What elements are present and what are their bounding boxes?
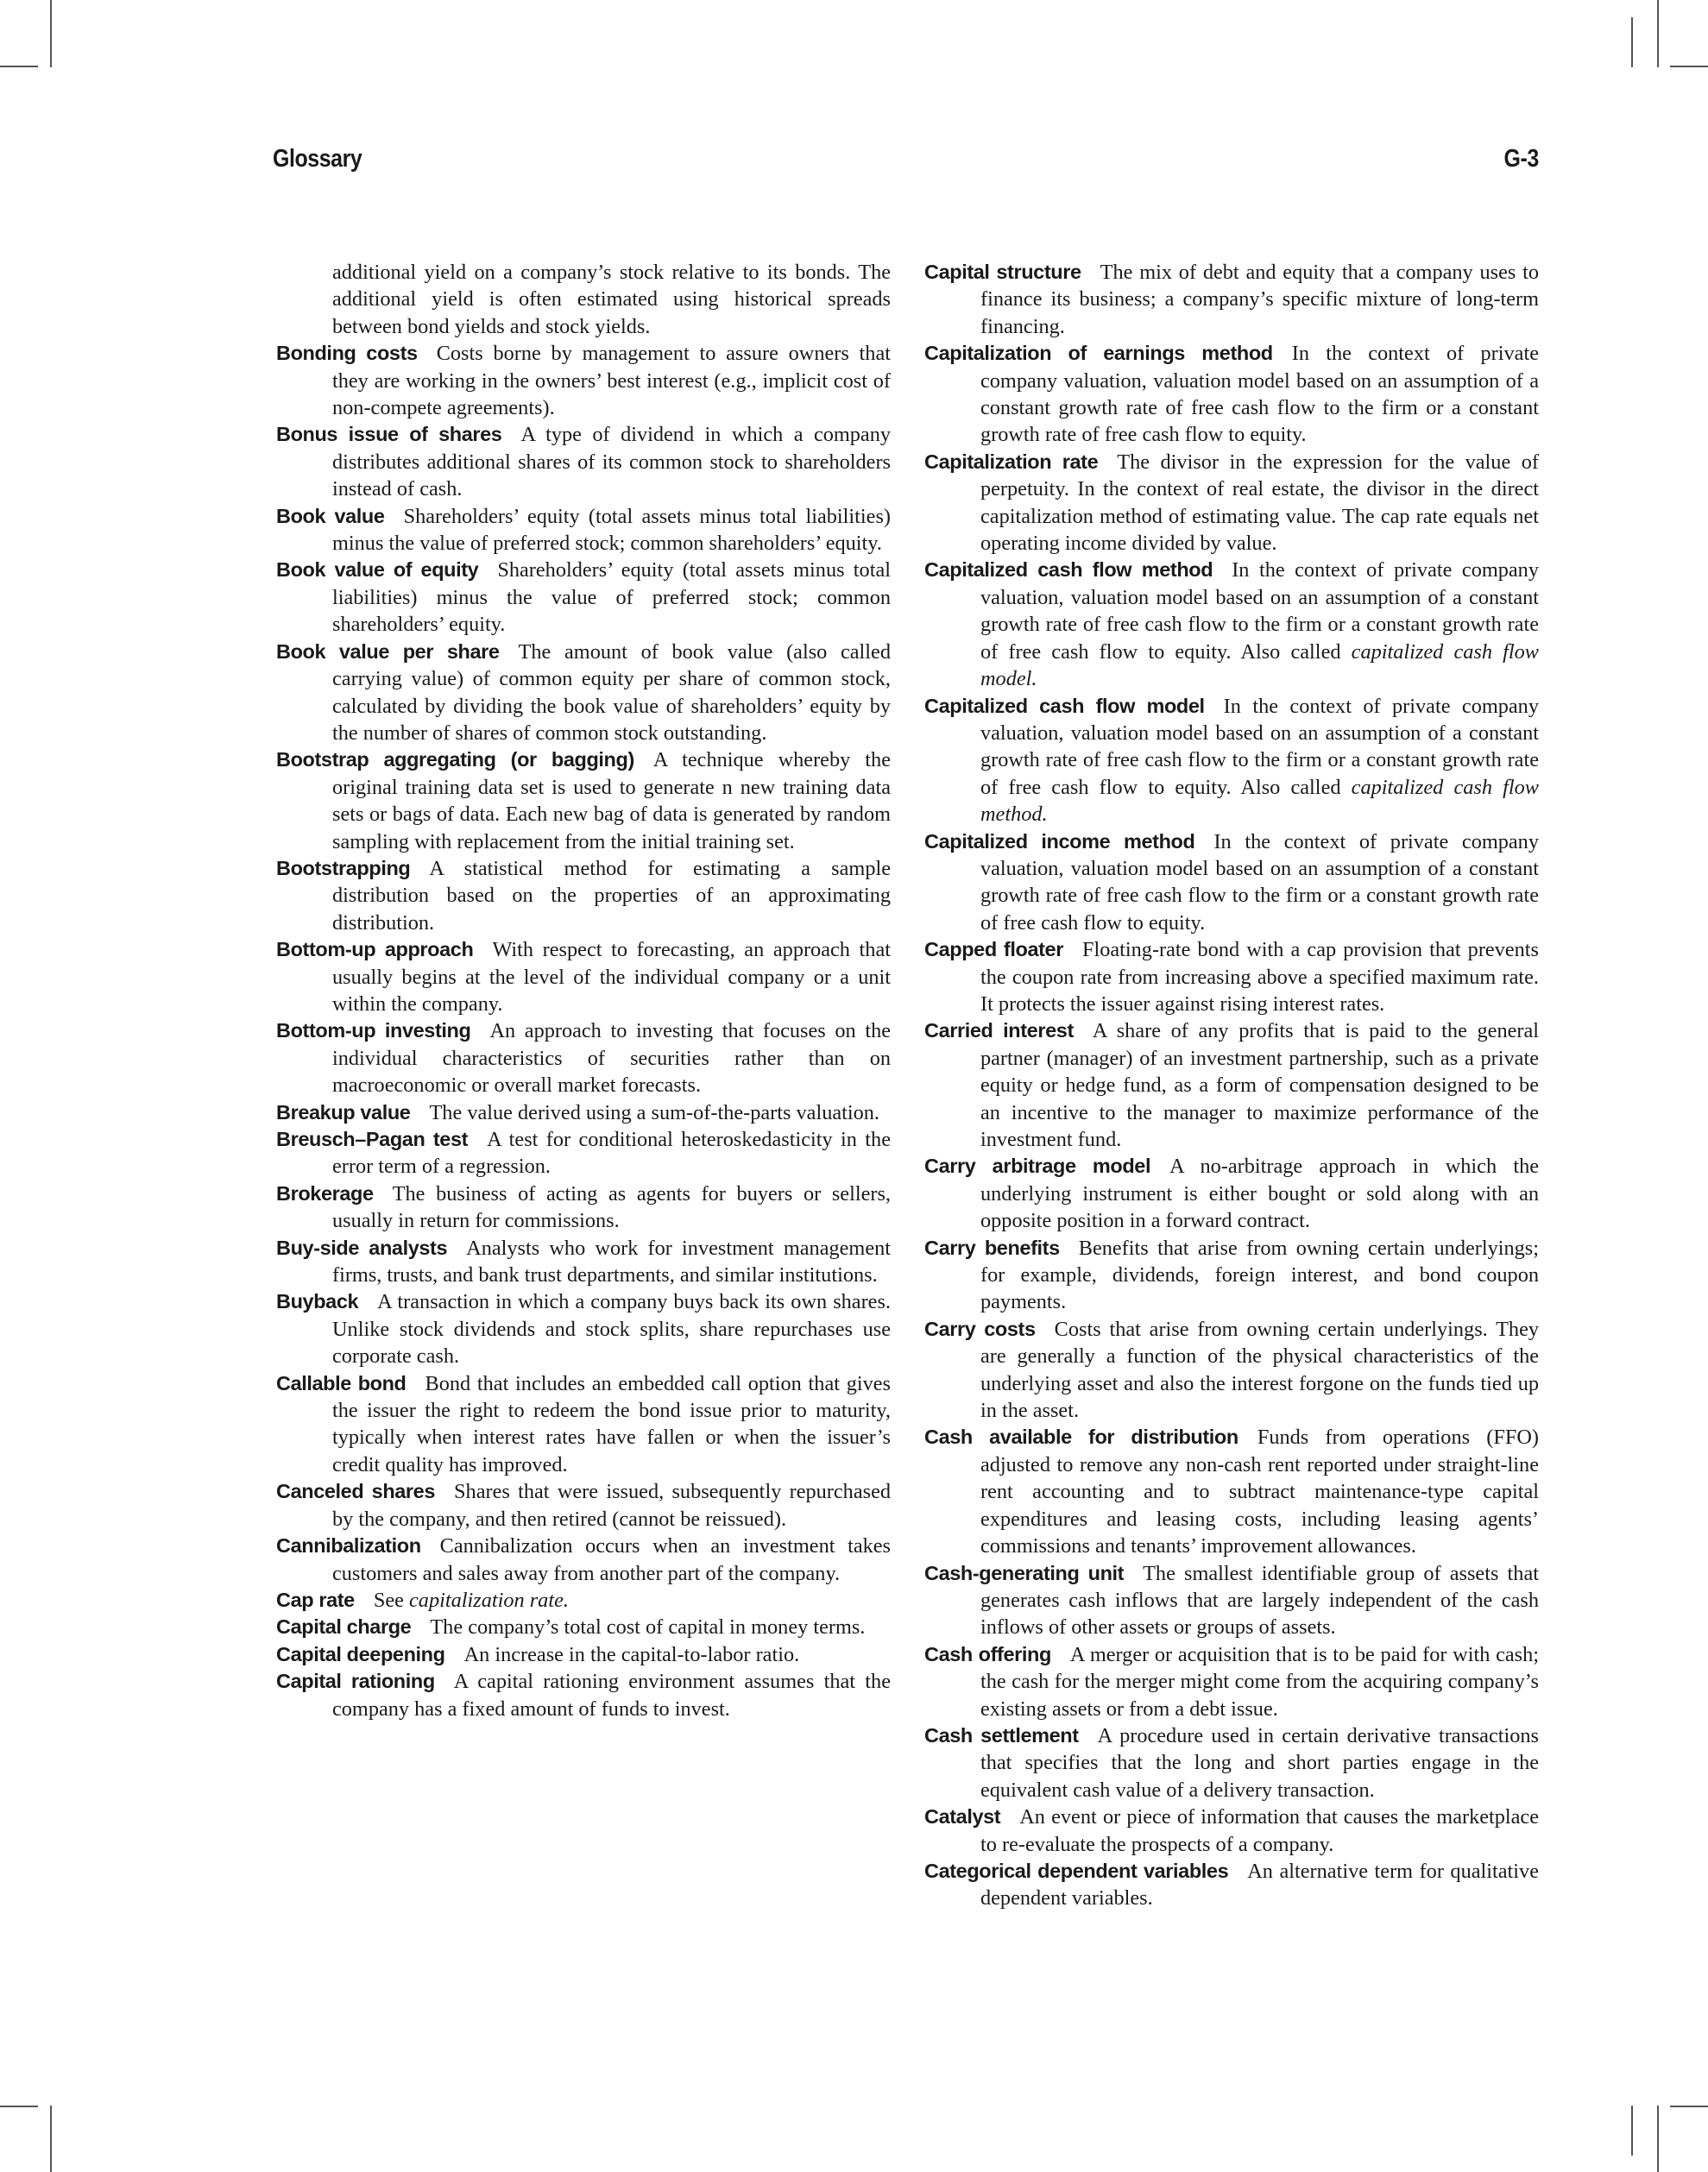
glossary-entry	[276, 1533, 891, 1587]
glossary-entry	[924, 1235, 1539, 1316]
glossary-term: Brokerage	[276, 1181, 374, 1205]
glossary-term: Cannibalization	[276, 1534, 421, 1558]
glossary-term: Capitalization rate	[924, 450, 1099, 473]
glossary-entry	[276, 503, 891, 557]
glossary-term: Bonus issue of shares	[276, 423, 502, 446]
glossary-entry	[924, 1858, 1539, 1912]
glossary-term: Cash available for distribution	[924, 1426, 1238, 1449]
glossary-term: Bottom-up approach	[276, 938, 474, 961]
glossary-term: Capital structure	[924, 261, 1081, 283]
glossary-entry	[276, 1587, 891, 1614]
glossary-entry	[276, 1370, 891, 1479]
glossary-definition: Funds from operations (FFO) adjusted to remove any non-cash rent reported under straight-line rent accounting and to subtract maintenance-type capital expenditures and leasing costs, including leasing agents’ commissions and tenants’ improvement allowances.	[980, 1426, 1539, 1558]
glossary-definition: Shareholders’ equity (total assets minus total liabilities) minus the value of preferred stock; common shareholders’ equity.	[332, 504, 892, 556]
glossary-definition: The business of acting as agents for buyers or sellers, usually in return for commissions.	[332, 1181, 891, 1233]
glossary-definition: A capital rationing environment assumes that the company has a fixed amount of funds to invest.	[332, 1670, 891, 1721]
glossary-definition: Shareholders’ equity (total assets minus total liabilities) minus the value of preferred stock; common shareholders’ equity.	[332, 558, 891, 637]
glossary-term: Breusch–Pagan test	[276, 1128, 469, 1150]
glossary-definition: The company’s total cost of capital in money terms.	[430, 1615, 866, 1640]
glossary-definition: A transaction in which a company buys back its own shares. Unlike stock dividends and stock splits, share repurchases use corporate cash.	[332, 1290, 891, 1369]
glossary-term: Capital charge	[276, 1615, 412, 1639]
glossary-term: Catalyst	[924, 1805, 1001, 1829]
glossary-term: Carried interest	[924, 1019, 1074, 1042]
glossary-definition: A share of any profits that is paid to the general partner (manager) of an investment partnership, such as a private equity or hedge fund, as a form of compensation designed to be an incentive to the manager to maximize performance of the investment fund.	[980, 1019, 1539, 1151]
glossary-entry	[924, 693, 1539, 828]
glossary-definition: Analysts who work for investment management firms, trusts, and bank trust departments, and similar institutions.	[332, 1236, 891, 1287]
glossary-term: Capped floater	[924, 938, 1063, 961]
glossary-definition: A type of dividend in which a company distributes additional shares of its common stock to shareholders instead of cash.	[332, 423, 892, 501]
glossary-definition: Costs borne by management to assure owners that they are working in the owners’ best interest (e.g., implicit cost of non-compete agreements).	[332, 342, 891, 420]
glossary-entry	[924, 1316, 1539, 1425]
glossary-term: Breakup value	[276, 1100, 411, 1124]
glossary-entry-list	[924, 259, 1539, 1912]
glossary-entry	[276, 1180, 891, 1235]
glossary-definition: A statistical method for estimating a sample distribution based on the properties of an approximating distribution.	[332, 856, 891, 935]
glossary-entry	[924, 557, 1539, 692]
glossary-cross-reference: capitalized cash flow model.	[980, 639, 1539, 691]
glossary-definition: An approach to investing that focuses on the individual characteristics of securities rather than on macroeconomic or overall market forecasts.	[332, 1019, 891, 1098]
glossary-entry	[924, 449, 1539, 557]
glossary-definition: Costs that arise from owning certain underlyings. They are generally a function of the physical characteristics of the underlying asset and also the interest forgone on the funds tied up in the asset.	[980, 1317, 1539, 1423]
glossary-entry	[924, 1804, 1539, 1858]
glossary-term: Cash settlement	[924, 1723, 1079, 1747]
glossary-definition: An alternative term for qualitative dependent variables.	[980, 1859, 1539, 1911]
glossary-entry	[924, 828, 1539, 937]
glossary-definition: A procedure used in certain derivative transactions that specifies that the long and short parties engage in the equivalent cash value of a delivery transaction.	[980, 1723, 1540, 1802]
glossary-term: Capitalized cash flow model	[924, 694, 1205, 717]
glossary-definition: The divisor in the expression for the value of perpetuity. In the context of real estate, the divisor in the direct capitalization method of estimating value. The cap rate equals net operating income divided by value.	[980, 450, 1539, 556]
glossary-cross-reference: capitalization rate.	[409, 1588, 569, 1612]
crop-mark	[50, 0, 52, 67]
glossary-term: Book value	[276, 504, 385, 527]
glossary-entry	[924, 1153, 1539, 1234]
crop-mark	[50, 2106, 52, 2172]
glossary-entry	[924, 1641, 1539, 1722]
glossary-definition: A test for conditional heteroskedasticity in the error term of a regression.	[332, 1128, 891, 1179]
glossary-definition: A merger or acquisition that is to be paid for with cash; the cash for the merger might come from the acquiring company’s existing assets or from a debt issue.	[980, 1642, 1539, 1721]
glossary-entry-list	[276, 340, 891, 1722]
glossary-definition: The smallest identifiable group of assets that generates cash inflows that are largely independent of the cash inflows of other assets or groups of assets.	[980, 1561, 1539, 1640]
glossary-entry	[276, 421, 891, 502]
crop-mark	[1631, 17, 1633, 67]
crop-mark	[1631, 2106, 1633, 2156]
glossary-definition: In the context of private company valuation, valuation model based on an assumption of a constant growth rate of free cash flow to the firm or a constant growth rate of free cash flow to equity. Also called	[980, 694, 1539, 799]
glossary-entry	[924, 936, 1539, 1017]
crop-mark	[0, 2106, 38, 2107]
glossary-column-left	[276, 259, 891, 1722]
glossary-cross-reference: capitalized cash flow method.	[980, 775, 1539, 827]
glossary-entry	[276, 936, 891, 1017]
crop-mark	[1670, 2106, 1708, 2107]
glossary-definition: In the context of private company valuation, valuation model based on an assumption of a constant growth rate of free cash flow to the firm or a constant growth rate of free cash flow to equity. Also called	[980, 558, 1539, 664]
crop-mark	[1657, 0, 1659, 67]
glossary-term: Carry costs	[924, 1317, 1036, 1340]
glossary-entry	[276, 340, 891, 421]
glossary-entry	[276, 557, 891, 638]
glossary-term: Buy-side analysts	[276, 1236, 448, 1259]
glossary-definition: A technique whereby the original training data set is used to generate n new training data sets or bags of data. Each new bag of data is generated by random sampling with replacement from the initial training set.	[332, 748, 891, 853]
glossary-entry	[276, 1235, 891, 1289]
glossary-term: Capitalized cash flow method	[924, 558, 1213, 582]
glossary-entry	[276, 855, 891, 936]
glossary-definition: An increase in the capital-to-labor ratio.	[463, 1642, 800, 1666]
glossary-term: Canceled shares	[276, 1480, 436, 1503]
glossary-definition: The value derived using a sum-of-the-parts valuation.	[429, 1100, 880, 1124]
glossary-entry	[924, 1017, 1539, 1153]
glossary-term: Bonding costs	[276, 342, 418, 365]
glossary-term: Bottom-up investing	[276, 1019, 471, 1042]
glossary-entry	[276, 639, 891, 747]
glossary-entry	[276, 1126, 891, 1180]
glossary-definition: The amount of book value (also called carrying value) of common equity per share of common stock, calculated by dividing the book value of shareholders’ equity by the number of shares of common stock outstanding.	[332, 639, 891, 745]
glossary-entry	[276, 1478, 891, 1533]
glossary-term: Cash-generating unit	[924, 1561, 1125, 1584]
glossary-term: Book value of equity	[276, 558, 479, 582]
glossary-term: Bootstrap aggregating (or bagging)	[276, 748, 634, 771]
glossary-entry	[276, 746, 891, 855]
glossary-entry	[924, 1560, 1539, 1641]
glossary-term: Capitalization of earnings method	[924, 342, 1273, 365]
glossary-definition: Shares that were issued, subsequently repurchased by the company, and then retired (cannot be reissued).	[332, 1480, 892, 1531]
glossary-term: Capitalized income method	[924, 829, 1195, 853]
glossary-definition: The mix of debt and equity that a company uses to finance its business; a company’s specific mixture of long-term financing.	[980, 261, 1539, 338]
glossary-definition: A no-arbitrage approach in which the underlying instrument is either bought or sold along with an opposite position in a forward contract.	[980, 1155, 1539, 1233]
glossary-term: Capital deepening	[276, 1642, 445, 1665]
glossary-term: Book value per share	[276, 639, 500, 663]
crop-mark	[0, 66, 38, 67]
running-header-title: Glossary	[273, 145, 362, 173]
page-number: G-3	[1503, 145, 1539, 173]
glossary-term: Buyback	[276, 1290, 359, 1313]
glossary-entry	[276, 1017, 891, 1099]
glossary-definition: Floating-rate bond with a cap provision that prevents the coupon rate from increasing above a specified maximum rate. It protects the issuer against rising interest rates.	[980, 938, 1539, 1016]
crop-mark	[1670, 66, 1708, 67]
crop-mark	[1657, 2106, 1659, 2172]
continued-definition: additional yield on a company’s stock relative to its bonds. The additional yield is often estimated using historical spreads between bond yields and stock yields.	[332, 261, 891, 338]
glossary-entry	[276, 1099, 891, 1126]
glossary-entry	[924, 1424, 1539, 1559]
glossary-definition: In the context of private company valuation, valuation model based on an assumption of a constant growth rate of free cash flow to the firm or a constant growth rate of free cash flow to equity.	[980, 342, 1539, 447]
glossary-definition: With respect to forecasting, an approach that usually begins at the level of the individual company or a unit within the company.	[332, 938, 891, 1016]
glossary-definition: Bond that includes an embedded call option that gives the issuer the right to redeem the bond issue prior to maturity, typically when interest rates have fallen or when the issuer’s credit quality has improved.	[332, 1371, 891, 1476]
glossary-entry	[924, 259, 1539, 340]
glossary-entry	[276, 1614, 891, 1640]
glossary-entry	[924, 1722, 1539, 1804]
glossary-entry	[276, 1668, 891, 1722]
glossary-definition: An event or piece of information that causes the marketplace to re-evaluate the prospects of a company.	[980, 1805, 1539, 1856]
glossary-entry	[276, 1288, 891, 1369]
glossary-definition: Cannibalization occurs when an investment takes customers and sales away from another part of the company.	[332, 1534, 891, 1585]
glossary-term: Cash offering	[924, 1642, 1051, 1665]
glossary-definition: In the context of private company valuation, valuation model based on an assumption of a constant growth rate of free cash flow to the firm or a constant growth rate of free cash flow to equity.	[980, 829, 1539, 935]
glossary-definition: Benefits that arise from owning certain underlyings; for example, dividends, foreign interest, and bond coupon payments.	[980, 1236, 1539, 1314]
glossary-term: Capital rationing	[276, 1670, 435, 1693]
glossary-entry	[924, 340, 1539, 449]
glossary-term: Bootstrapping	[276, 856, 411, 879]
glossary-term: Carry arbitrage model	[924, 1155, 1151, 1178]
glossary-term: Categorical dependent variables	[924, 1859, 1229, 1882]
glossary-definition: See	[373, 1588, 404, 1612]
glossary-entry	[276, 1641, 891, 1668]
glossary-column-right	[924, 259, 1539, 1912]
glossary-term: Callable bond	[276, 1371, 407, 1394]
glossary-term: Cap rate	[276, 1588, 355, 1611]
glossary-term: Carry benefits	[924, 1236, 1060, 1259]
